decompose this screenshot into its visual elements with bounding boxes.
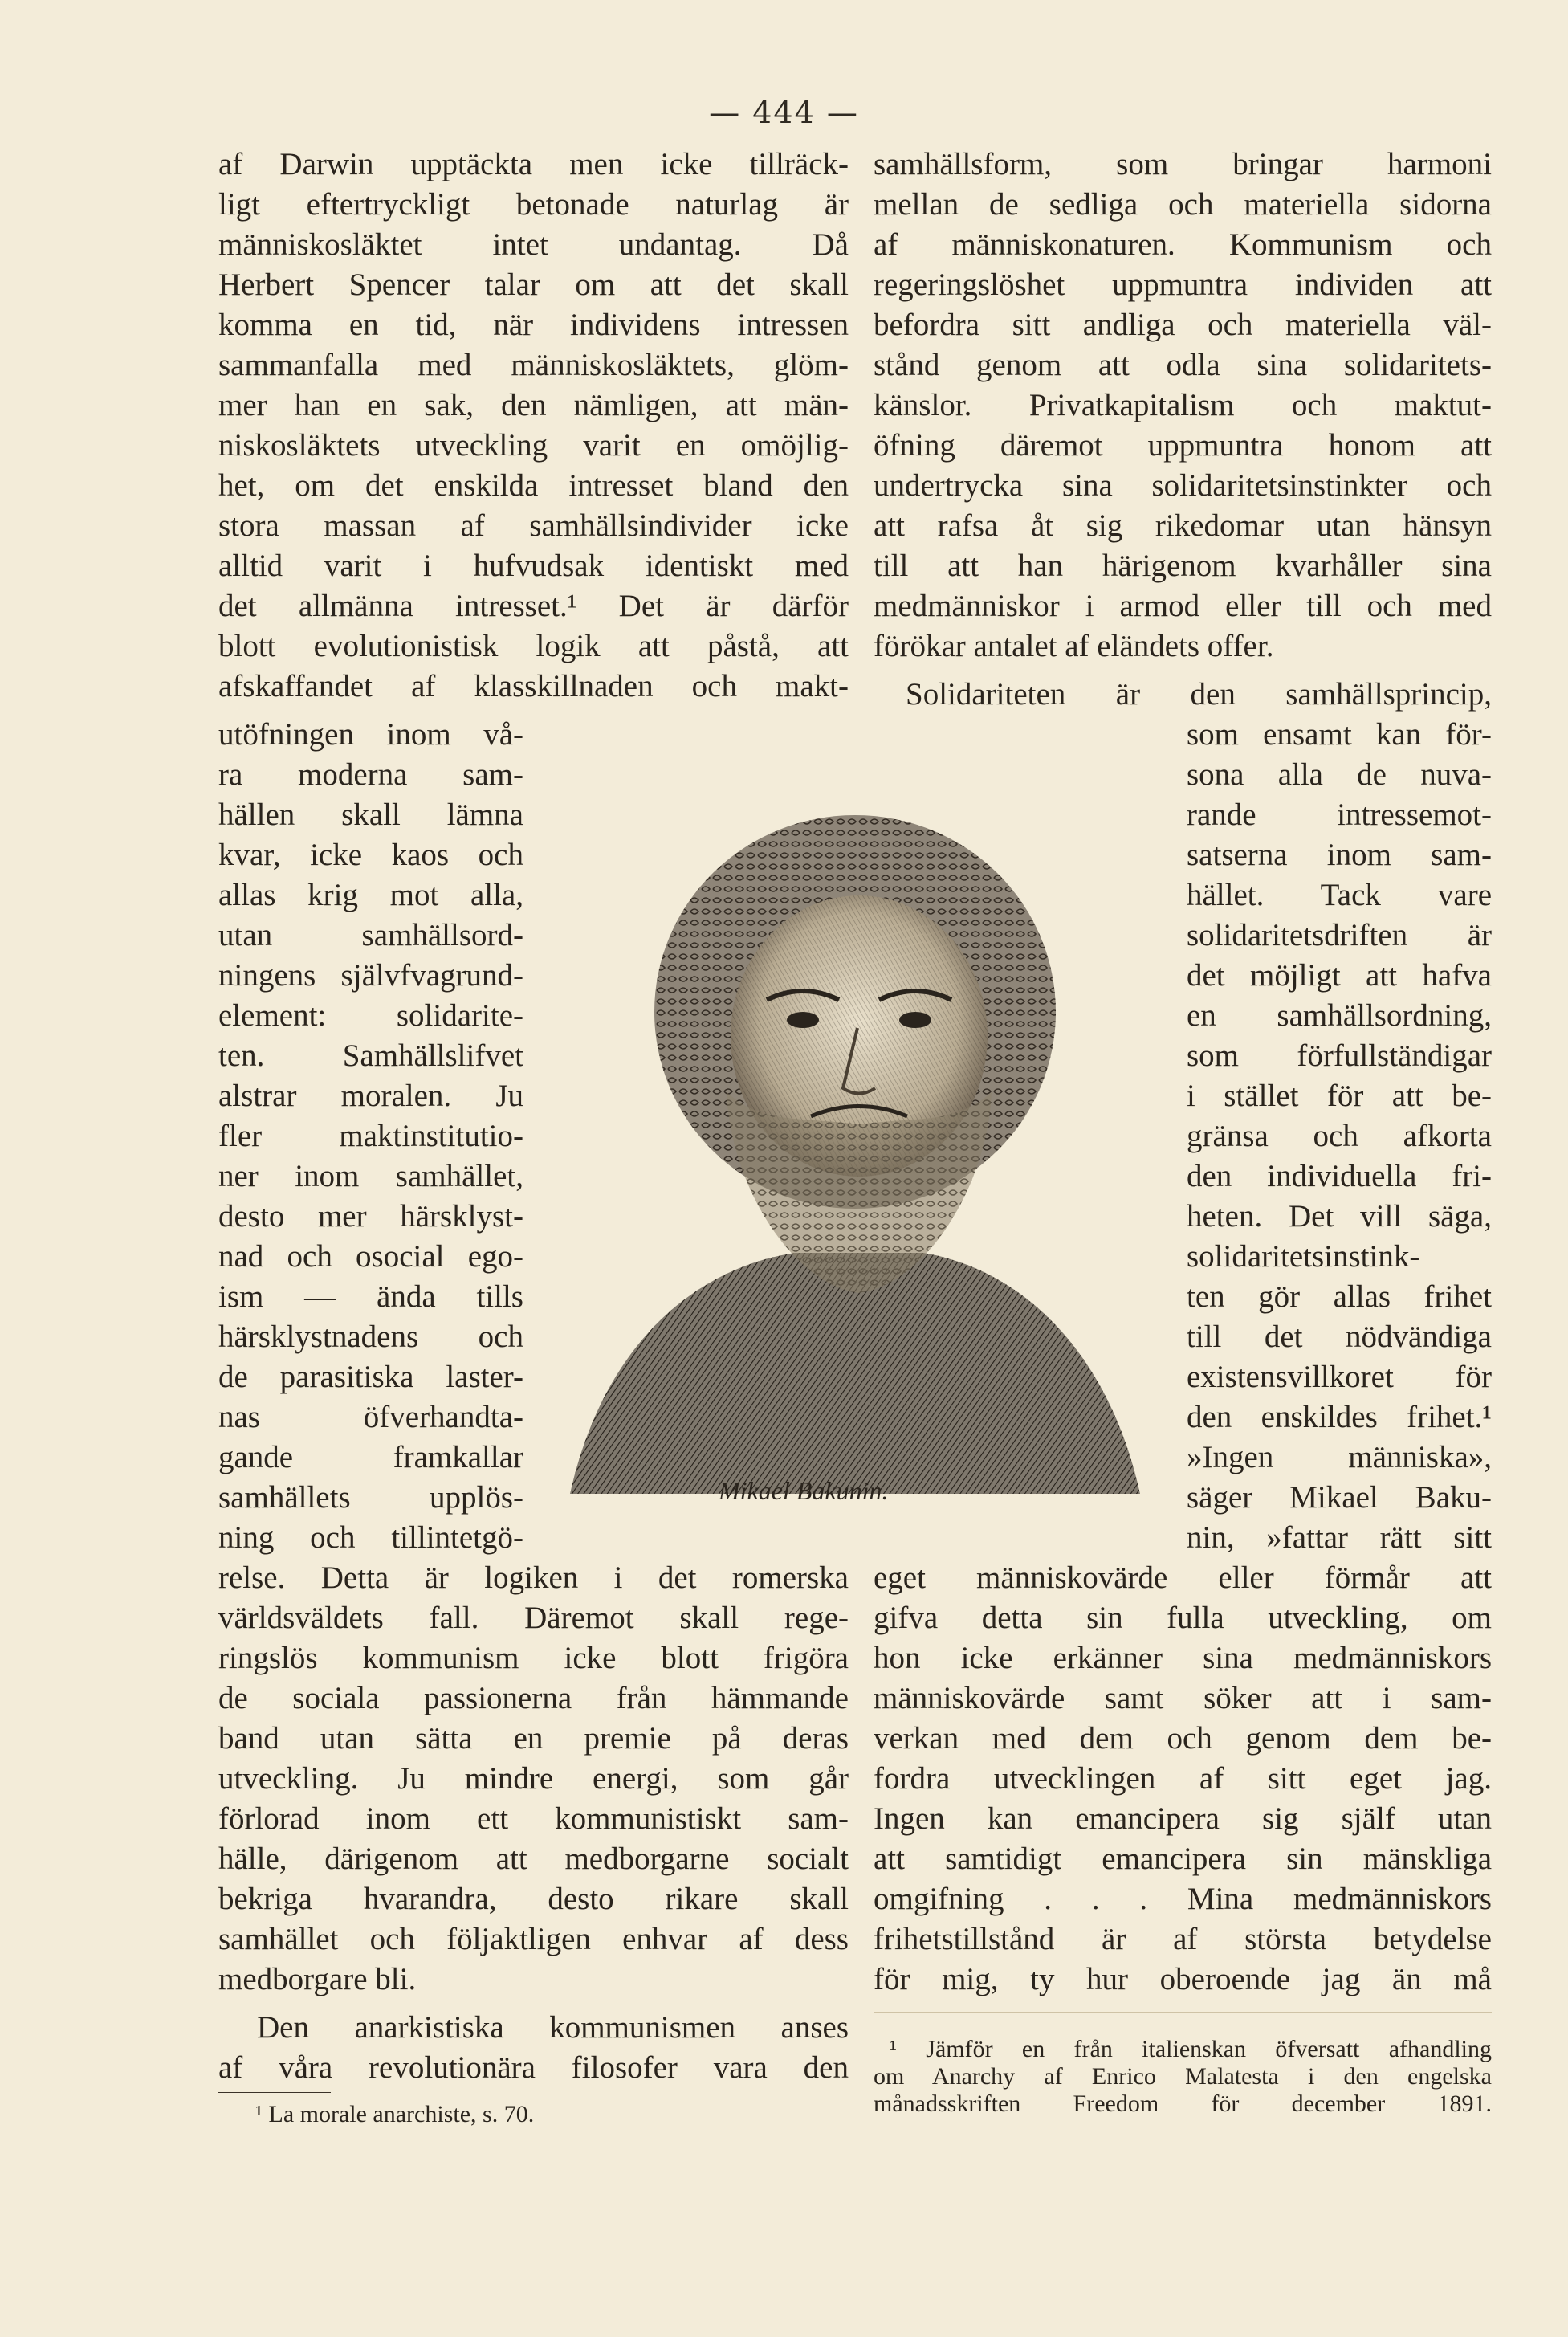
text-line: förökar antalet af eländets offer. bbox=[874, 629, 1274, 663]
footnote-line: månadsskriften Freedom för december 1891. bbox=[874, 2090, 1492, 2117]
text-line: härsklystnadens och bbox=[218, 1319, 523, 1354]
text-line: fordra utvecklingen af sitt eget jag. bbox=[874, 1761, 1492, 1796]
text-line: solidaritetsdriften är bbox=[1187, 918, 1492, 952]
text-line: fler maktinstitutio- bbox=[218, 1119, 523, 1153]
text-line: att rafsa åt sig rikedomar utan hänsyn bbox=[874, 508, 1492, 543]
text-line: samhällsform, som bringar harmoni bbox=[874, 147, 1492, 181]
portrait-engraving bbox=[554, 771, 1156, 1494]
text-line: komma en tid, när individens intressen bbox=[218, 308, 849, 342]
text-line: världsväldets fall. Däremot skall rege- bbox=[218, 1601, 849, 1635]
right-column-wrap bbox=[1187, 715, 1492, 1558]
text-line: sona alla de nuva- bbox=[1187, 757, 1492, 792]
text-line: ringslös kommunism icke blott frigöra bbox=[218, 1641, 849, 1675]
text-line: verkan med dem och genom dem be- bbox=[874, 1721, 1492, 1756]
text-line: existensvillkoret för bbox=[1187, 1360, 1492, 1394]
text-line: hällen skall lämna bbox=[218, 797, 523, 832]
left-footnote-text: ¹ La morale anarchiste, s. 70. bbox=[255, 2101, 535, 2127]
left-column-last-paragraph bbox=[218, 2008, 849, 2088]
text-line: sammanfalla med människosläktets, glöm- bbox=[218, 348, 849, 382]
right-column-para2-first bbox=[874, 675, 1492, 715]
text-line: medborgare bli. bbox=[218, 1962, 417, 1996]
text-line: frihetstillstånd är af största betydelse bbox=[874, 1922, 1492, 1956]
text-line: rande intressemot- bbox=[1187, 797, 1492, 832]
text-line: allas krig mot alla, bbox=[218, 878, 523, 912]
text-line: att samtidigt emancipera sin mänskliga bbox=[874, 1841, 1492, 1876]
text-line: samhällets upplös- bbox=[218, 1480, 523, 1515]
left-footnote-rule bbox=[218, 2092, 331, 2093]
text-line: det allmänna intresset.¹ Det är därför bbox=[218, 589, 849, 623]
text-line: utveckling. Ju mindre energi, som går bbox=[218, 1761, 849, 1796]
text-line: ra moderna sam- bbox=[218, 757, 523, 792]
text-line: utan samhällsord- bbox=[218, 918, 523, 952]
text-line: för mig, ty hur oberoende jag än må bbox=[874, 1962, 1492, 1996]
text-line: samhället och följaktligen enhvar af dess bbox=[218, 1922, 849, 1956]
text-line: som ensamt kan för- bbox=[1187, 717, 1492, 752]
text-line: solidaritetsinstink- bbox=[1187, 1239, 1420, 1274]
text-line: människovärde samt söker att i sam- bbox=[874, 1681, 1492, 1715]
text-line: ning och tillintetgö- bbox=[218, 1520, 523, 1555]
text-line: heten. Det vill säga, bbox=[1187, 1199, 1492, 1234]
right-footnote bbox=[874, 2036, 1492, 2118]
text-line: hället. Tack vare bbox=[1187, 878, 1492, 912]
text-line: ningens självfvagrund- bbox=[218, 958, 523, 993]
text-line: de parasitiska laster- bbox=[218, 1360, 523, 1394]
left-column-wrap bbox=[218, 715, 523, 1558]
text-line: i stället för att be- bbox=[1187, 1079, 1492, 1113]
text-line: gande framkallar bbox=[218, 1440, 523, 1474]
text-line: en samhällsordning, bbox=[1187, 998, 1492, 1033]
text-line: människosläktet intet undantag. Då bbox=[218, 227, 849, 262]
text-line: alstrar moralen. Ju bbox=[218, 1079, 523, 1113]
footnote-line: ¹ Jämför en från italienskan öfversatt afhandling bbox=[890, 2036, 1492, 2062]
text-line: het, om det enskilda intresset bland den bbox=[218, 468, 849, 503]
text-line: ligt eftertryckligt betonade naturlag är bbox=[218, 187, 849, 222]
text-line: undertrycka sina solidaritetsinstinkter och bbox=[874, 468, 1492, 503]
text-line: de sociala passionerna från hämmande bbox=[218, 1681, 849, 1715]
text-line: utöfningen inom vå- bbox=[218, 717, 523, 752]
text-line: Solidariteten är den samhällsprincip, bbox=[906, 677, 1492, 712]
text-line: »Ingen människa», bbox=[1187, 1440, 1492, 1474]
left-column-top bbox=[218, 145, 849, 707]
text-line: stora massan af samhällsindivider icke bbox=[218, 508, 849, 543]
text-line: befordra sitt andliga och materiella väl- bbox=[874, 308, 1492, 342]
text-line: hälle, därigenom att medborgarne socialt bbox=[218, 1841, 849, 1876]
text-line: af människonaturen. Kommunism och bbox=[874, 227, 1492, 262]
right-column-top bbox=[874, 145, 1492, 667]
text-line: medmänniskor i armod eller till och med bbox=[874, 589, 1492, 623]
text-line: satserna inom sam- bbox=[1187, 838, 1492, 872]
text-line: gifva detta sin fulla utveckling, om bbox=[874, 1601, 1492, 1635]
text-line: eget människovärde eller förmår att bbox=[874, 1560, 1492, 1595]
text-line: af våra revolutionära filosofer vara den bbox=[218, 2050, 849, 2085]
text-line: Herbert Spencer talar om att det skall bbox=[218, 267, 849, 302]
text-line: nad och osocial ego- bbox=[218, 1239, 523, 1274]
text-line: af Darwin upptäckta men icke tillräck- bbox=[218, 147, 849, 181]
left-column-bottom bbox=[218, 1558, 849, 2000]
text-line: alltid varit i hufvudsak identiskt med bbox=[218, 549, 849, 583]
text-line: känslor. Privatkapitalism och maktut- bbox=[874, 388, 1492, 422]
text-line: kvar, icke kaos och bbox=[218, 838, 523, 872]
text-line: ism — ända tills bbox=[218, 1279, 523, 1314]
text-line: till att han härigenom kvarhåller sina bbox=[874, 549, 1492, 583]
text-line: mellan de sedliga och materiella sidorna bbox=[874, 187, 1492, 222]
portrait-caption: Mikael Bakunin. bbox=[719, 1476, 889, 1505]
footnote-line: om Anarchy af Enrico Malatesta i den engelska bbox=[874, 2063, 1492, 2090]
text-line: desto mer härsklyst- bbox=[218, 1199, 523, 1234]
text-line: element: solidarite- bbox=[218, 998, 523, 1033]
page-number: — 444 — bbox=[709, 95, 859, 130]
text-line: ten. Samhällslifvet bbox=[218, 1038, 523, 1073]
text-line: nas öfverhandta- bbox=[218, 1400, 523, 1434]
text-line: blott evolutionistisk logik att påstå, att bbox=[218, 629, 849, 663]
text-line: det möjligt att hafva bbox=[1187, 958, 1492, 993]
right-footnote-rule bbox=[874, 2012, 1492, 2013]
text-line: ten gör allas frihet bbox=[1187, 1279, 1492, 1314]
text-line: ner inom samhället, bbox=[218, 1159, 523, 1193]
text-line: den individuella fri- bbox=[1187, 1159, 1492, 1193]
text-line: Ingen kan emancipera sig själf utan bbox=[874, 1801, 1492, 1836]
text-line: relse. Detta är logiken i det romerska bbox=[218, 1560, 849, 1595]
text-line: hon icke erkänner sina medmänniskors bbox=[874, 1641, 1492, 1675]
text-line: regeringslöshet uppmuntra individen att bbox=[874, 267, 1492, 302]
text-line: mer han en sak, den nämligen, att män- bbox=[218, 388, 849, 422]
text-line: Den anarkistiska kommunismen anses bbox=[257, 2010, 849, 2045]
text-line: den enskildes frihet.¹ bbox=[1187, 1400, 1492, 1434]
text-line: förlorad inom ett kommunistiskt sam- bbox=[218, 1801, 849, 1836]
text-line: stånd genom att odla sina solidaritets- bbox=[874, 348, 1492, 382]
text-line: bekriga hvarandra, desto rikare skall bbox=[218, 1882, 849, 1916]
text-line: nin, »fattar rätt sitt bbox=[1187, 1520, 1492, 1555]
text-line: säger Mikael Baku- bbox=[1187, 1480, 1492, 1515]
text-line: gränsa och afkorta bbox=[1187, 1119, 1492, 1153]
right-column-bottom bbox=[874, 1558, 1492, 2000]
text-line: öfning däremot uppmuntra honom att bbox=[874, 428, 1492, 463]
text-line: omgifning . . . Mina medmänniskors bbox=[874, 1882, 1492, 1916]
text-line: som förfullständigar bbox=[1187, 1038, 1492, 1073]
left-footnote bbox=[255, 2101, 534, 2128]
text-line: afskaffandet af klasskillnaden och makt- bbox=[218, 669, 849, 704]
text-line: niskosläktets utveckling varit en omöjlig- bbox=[218, 428, 849, 463]
text-line: band utan sätta en premie på deras bbox=[218, 1721, 849, 1756]
text-line: till det nödvändiga bbox=[1187, 1319, 1492, 1354]
